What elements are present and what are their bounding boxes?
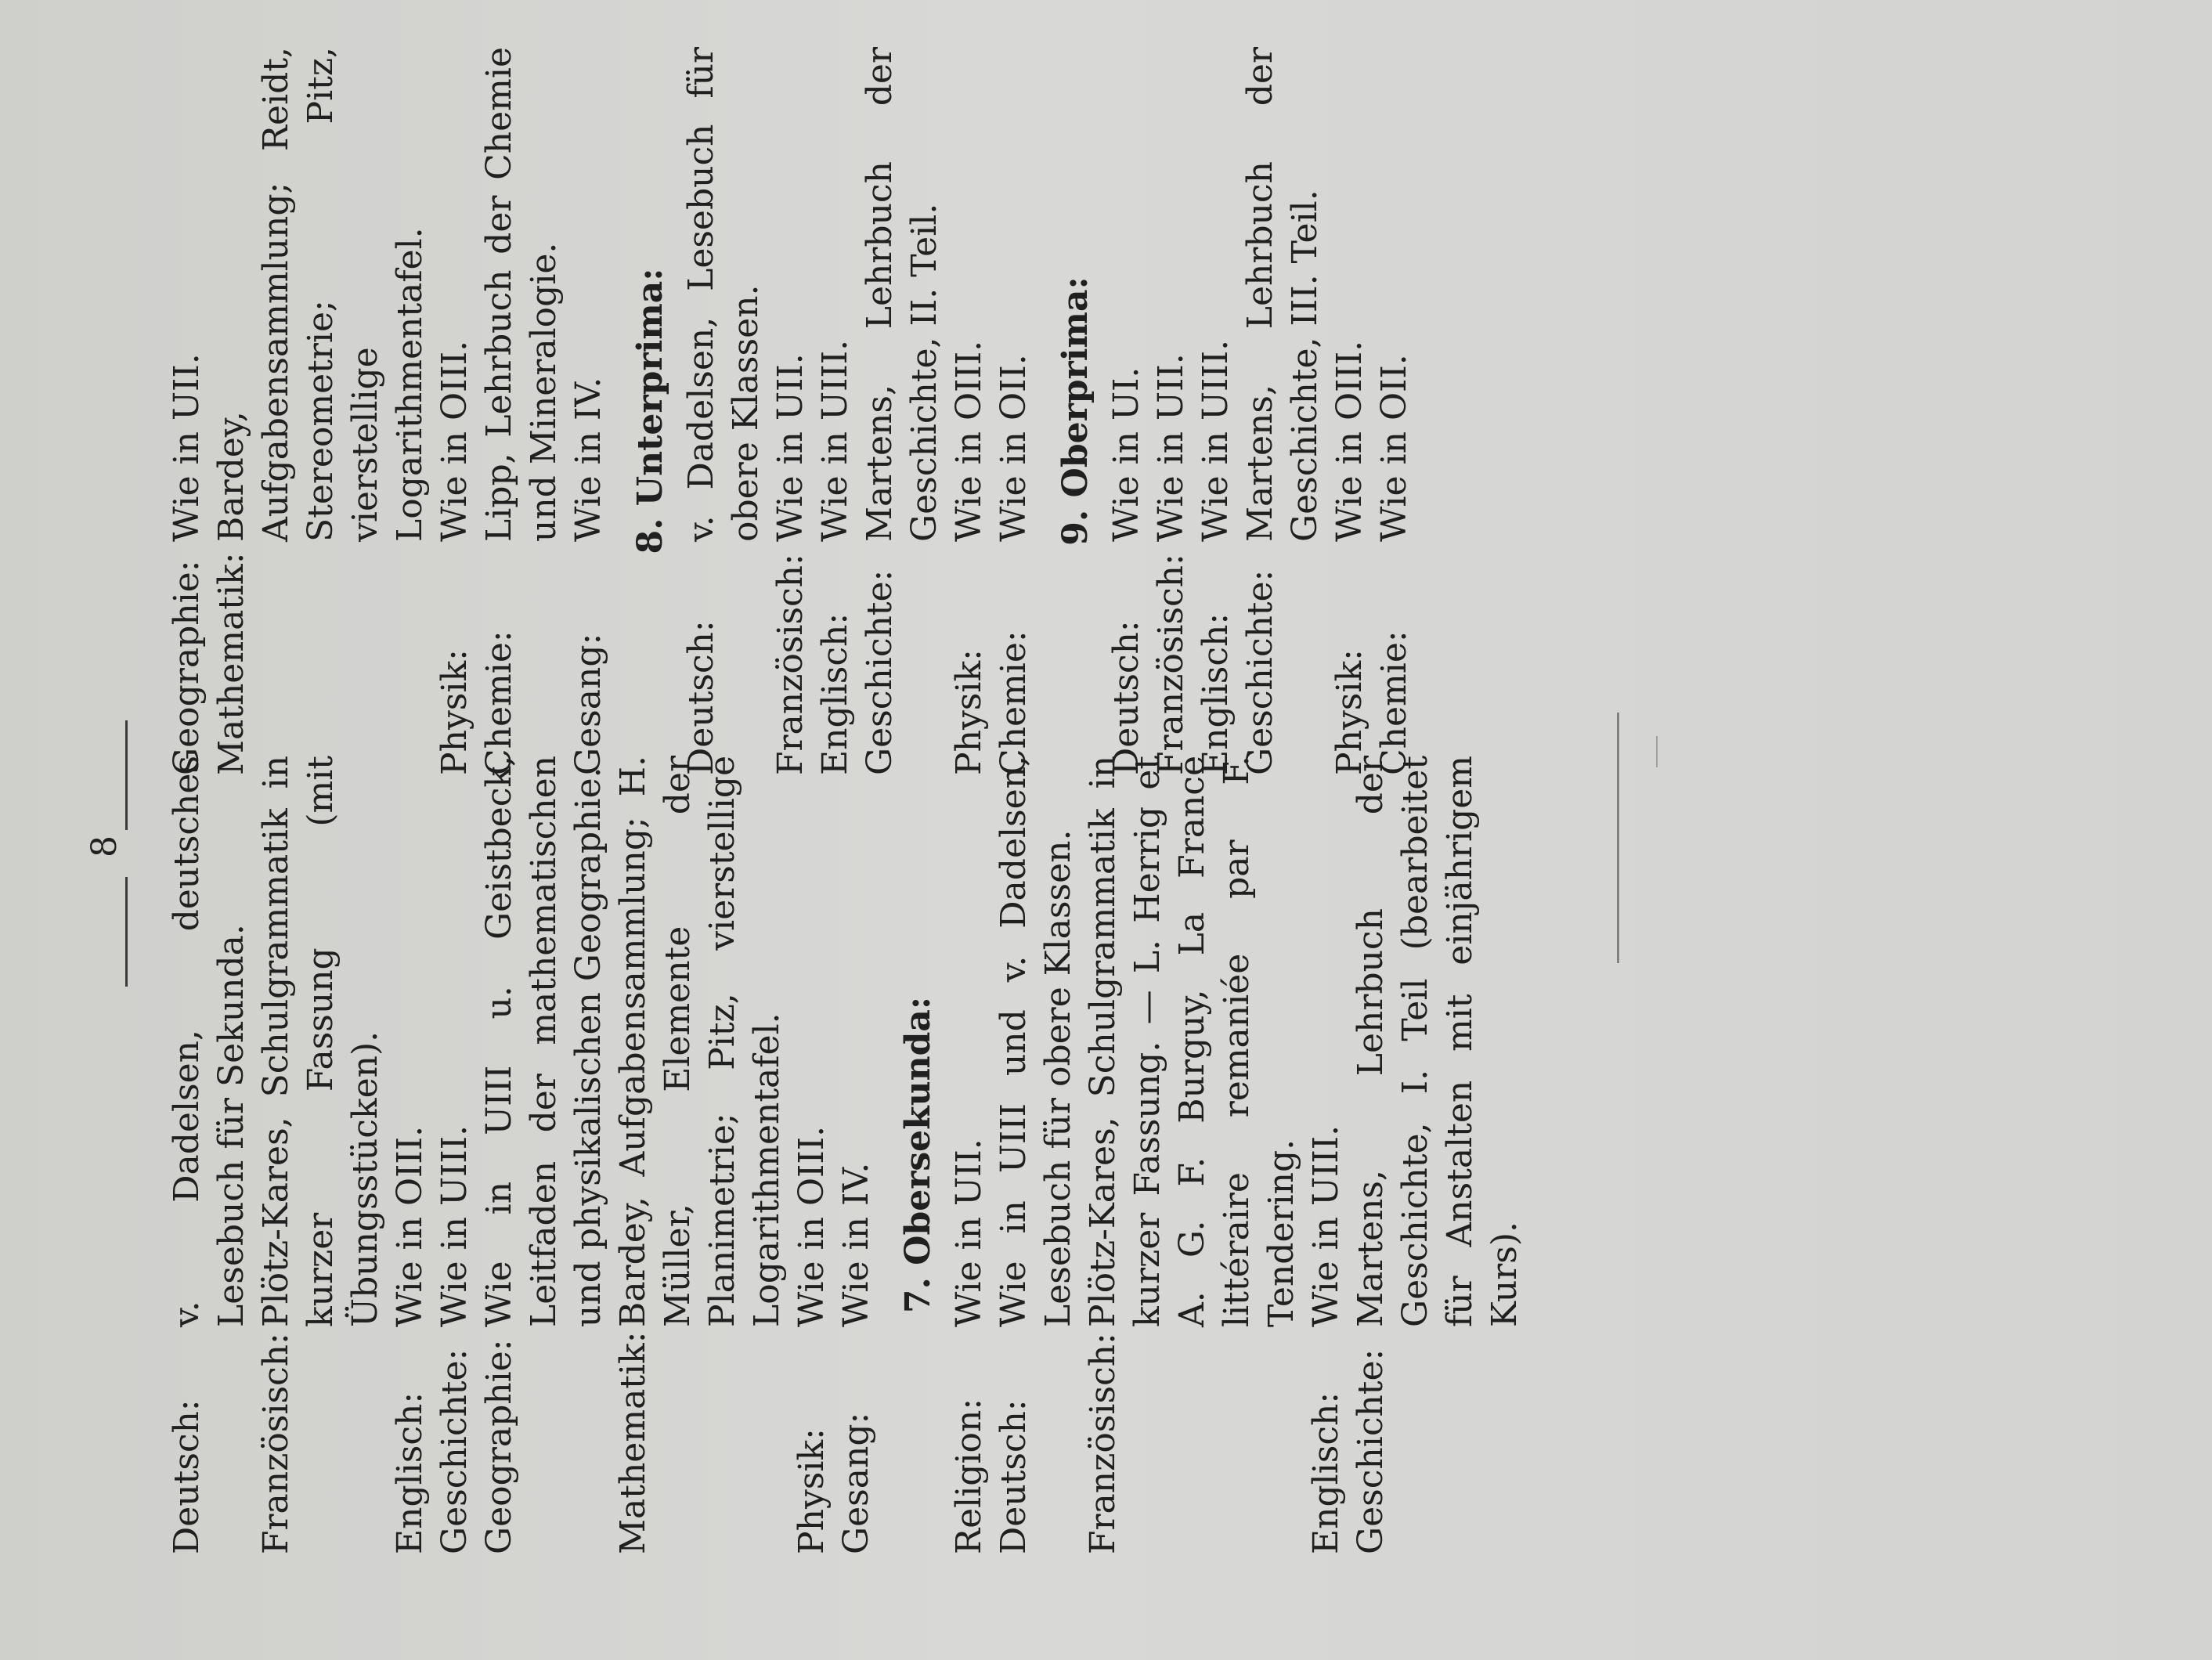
entry-text: Martens, Lehrbuch der Geschichte, I. Teil (bearbeitet für Anstalten mit einjährigem Kurs). [1351,756,1525,1327]
entry-row [254,756,388,1554]
entry-label: Mathematik: [613,1331,653,1554]
entry-row [947,47,991,775]
entry-row [1327,47,1372,775]
entry-label: Religion: [949,1398,989,1554]
entry-row [164,756,254,1554]
entry-label: Englisch: [1196,612,1236,775]
entry-text: Wie in UII. [770,353,810,542]
entry-text: Wie in UIII. [435,1124,475,1327]
entry-text: Wie in IV. [568,377,608,542]
entry-text: Plötz-Kares, Schulgrammatik in kurzer Fassung (mit Übungsstücken). [256,756,385,1327]
section-heading-obersekunda: 7. Obersekunda: [898,996,938,1314]
entry-row [857,47,947,775]
entry-label: Deutsch: [681,620,721,775]
entry-row [991,47,1036,775]
entry-label: Gesang: [568,633,608,775]
entry-label: Physik: [792,1428,832,1554]
entry-label: Englisch: [390,1391,430,1554]
entry-label: Physik: [435,649,475,775]
left-column [164,756,1527,1554]
entry-text: Martens, Lehrbuch der Geschichte, III. Teil. [1240,47,1325,542]
entry-row [477,756,611,1554]
entry-row [209,47,432,775]
entry-row [1149,47,1193,775]
entry-text: Plötz-Kares, Schulgrammatik in kurzer Fassung. — L. Herrig et A. G. F. Burguy, La France littéraire remaniée par F. Tendering. [1083,756,1301,1327]
entry-label: Chemie: [479,630,519,775]
entry-row [768,47,813,775]
entry-row [789,756,834,1554]
right-column [164,47,1416,775]
entry-text: Wie in UIII. [1306,1124,1346,1327]
entry-label: Mathematik: [211,552,251,775]
entry-label: Geschichte: [1351,1348,1391,1554]
entry-text: v. Dadelsen, deutsches Lesebuch für Sekunda. [167,756,251,1327]
entry-row [1104,47,1149,775]
entry-text: Wie in UIII. [1196,339,1236,542]
entry-row [477,47,566,775]
entry-row [432,47,477,775]
entry-label: Deutsch: [167,1399,207,1554]
entry-label: Chemie: [1374,630,1414,775]
entry-text: Bardey, Aufgabensammlung; Reidt, Stereometrie; Pitz, vierstellige Logarithmentafel. [211,47,430,542]
entry-text: Wie in OII. [1374,354,1414,542]
entry-text: Wie in OII. [994,354,1034,542]
section-heading-unterprima: 8. Unterprima: [630,268,670,554]
page-number-rule-left [125,877,128,987]
entry-text: Wie in UI. [1106,366,1146,542]
entry-row [679,47,768,775]
entry-text: Lipp, Lehrbuch der Chemie und Mineralogie. [479,47,564,542]
entry-text: Wie in OIII. [435,340,475,542]
entry-text: Wie in UII. [1151,353,1191,542]
entry-label: Französisch: [1083,1333,1123,1554]
entry-row [1238,47,1327,775]
page-number-rule-right [125,720,128,830]
entry-row [991,756,1081,1554]
entry-label: Physik: [949,649,989,775]
entry-label: Gesang: [836,1412,876,1554]
entry-row [164,47,209,775]
entry-row [947,756,991,1554]
entry-row [834,756,879,1554]
entry-row [1304,756,1348,1554]
entry-row [1193,47,1238,775]
entry-label: Englisch: [815,612,855,775]
entry-label: Physik: [1330,649,1369,775]
entry-text: Wie in IV. [836,1162,876,1327]
entry-label: Geographie: [167,560,207,775]
entry-text: Wie in UIII und v. Dadelsen, Lesebuch für obere Klassen. [994,756,1078,1327]
entry-text: Bardey, Aufgabensammlung; H. Müller, Elemente der Planimetrie; Pitz, vierstellige Logarithmentafel. [613,756,787,1327]
entry-text: v. Dadelsen, Lesebuch für obere Klassen. [681,47,766,542]
page-number: 8 [85,835,124,857]
entry-text: Wie in OIII. [792,1125,832,1327]
entry-text: Wie in UII. [949,1139,989,1327]
entry-label: Französisch: [256,1333,296,1554]
section-heading-oberprima: 9. Oberprima: [1055,276,1095,546]
entry-text: Wie in UIII u. Geistbeck, Leitfaden der mathematischen und physikalischen Geographie. [479,756,608,1327]
entry-row [1372,47,1416,775]
entry-label: Geschichte: [860,569,900,775]
entry-text: Wie in OIII. [949,340,989,542]
entry-row [1348,756,1527,1554]
entry-text: Wie in OIII. [390,1125,430,1327]
entry-text: Wie in OIII. [1330,340,1369,542]
entry-label: Geographie: [479,1339,519,1554]
entry-text: Wie in UII. [167,353,207,542]
entry-label: Französisch: [1151,554,1191,775]
entry-text: Wie in UIII. [815,339,855,542]
entry-row [611,756,789,1554]
entry-label: Chemie: [994,630,1034,775]
entry-label: Deutsch: [1106,620,1146,775]
entry-label: Geschichte: [435,1348,475,1554]
entry-label: Französisch: [770,554,810,775]
entry-row [1081,756,1304,1554]
entry-label: Deutsch: [994,1399,1034,1554]
entry-text: Martens, Lehrbuch der Geschichte, II. Teil. [860,47,944,542]
entry-label: Geschichte: [1240,569,1280,775]
entry-row [813,47,857,775]
entry-label: Englisch: [1306,1391,1346,1554]
entry-row [388,756,432,1554]
entry-row [432,756,477,1554]
entry-row [566,47,611,775]
